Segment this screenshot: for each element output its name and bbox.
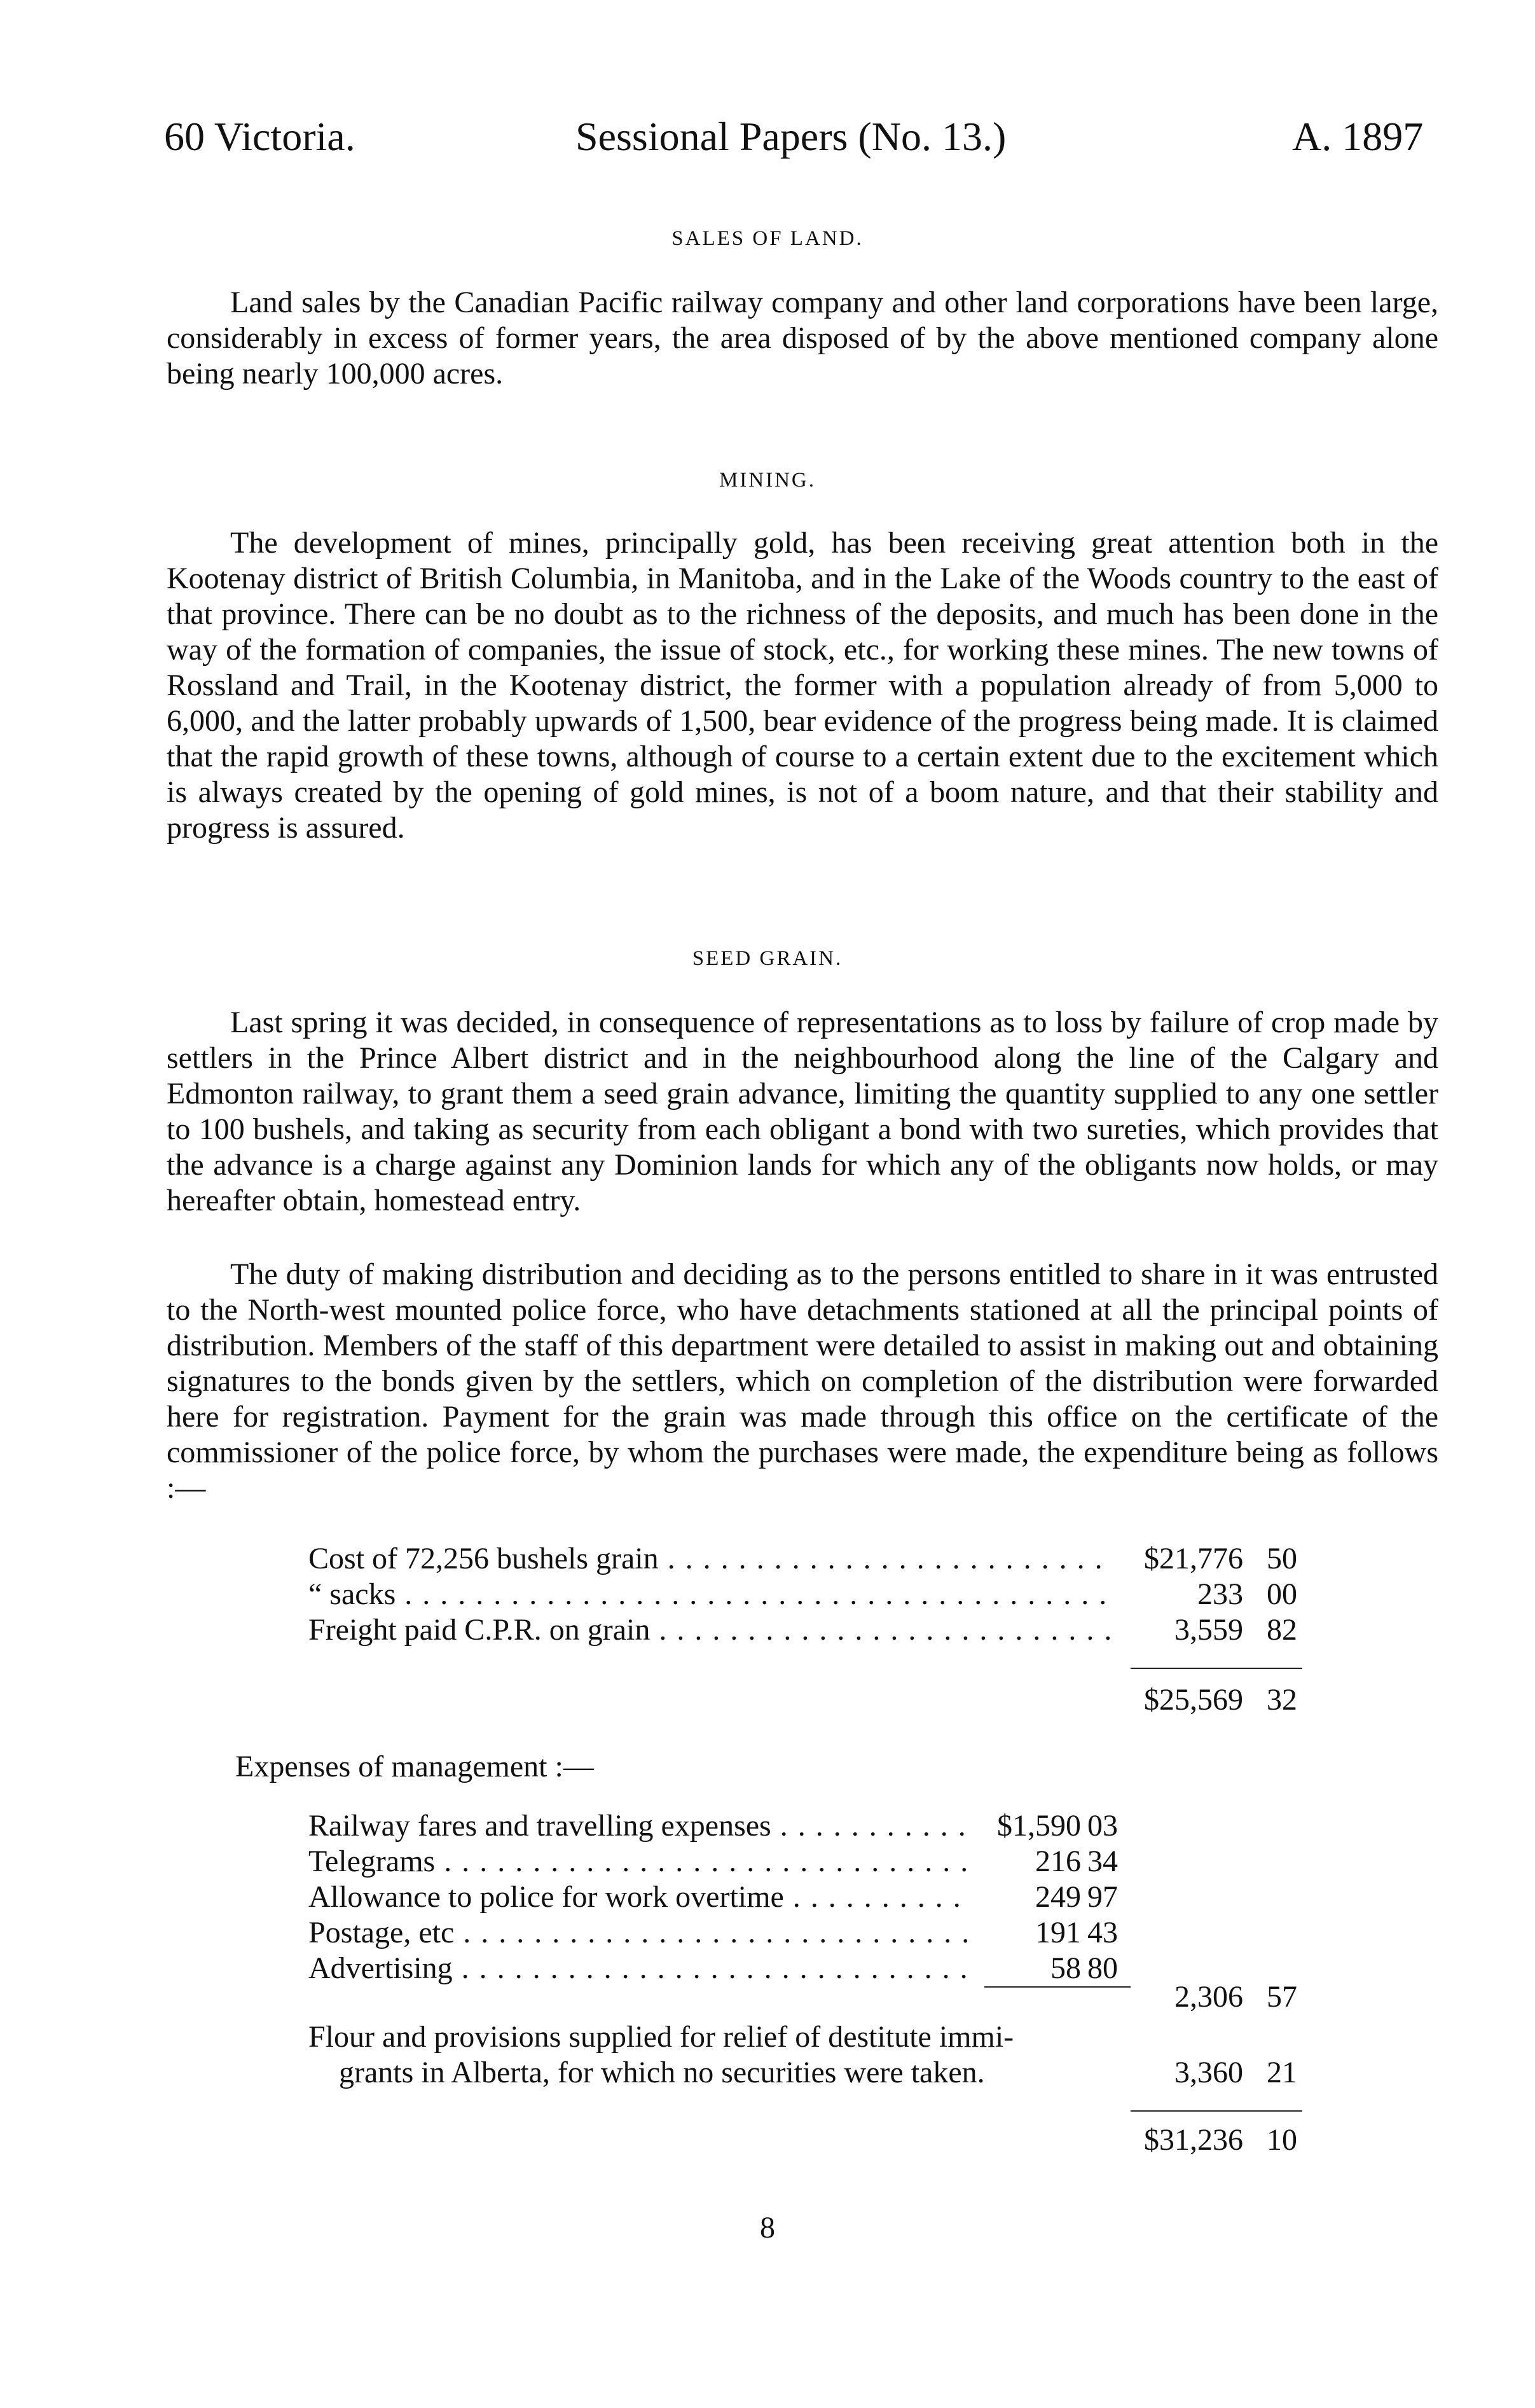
grand-total-cents: 10 <box>1267 2123 1297 2157</box>
relief-line-2-text: grants in Alberta, for which no securities were taken. <box>339 2056 985 2089</box>
telegrams-dollars: 216 <box>1035 1844 1081 1878</box>
grain-total-cents: 32 <box>1267 1683 1297 1717</box>
postage-row <box>0 1915 1535 1951</box>
grain-row-dollars: $21,776 <box>1144 1542 1243 1575</box>
page-number: 8 <box>760 2211 775 2245</box>
paragraph-seed-grain-decision: Last spring it was decided, in consequence of representations as to loss by failure of crop made by settlers in the Prince Albert district and in the neighbourhood along the line of the Calgary and Edmonton railway, to grant them a seed grain advance, limiting the quantity supplied to any one settler to 100 bushels, and taking as security from each obligant a bond with two sureties, which provides that the advance is a charge against any Dominion lands for which any of the obligants now holds, or may hereafter obtain, homestead entry. <box>167 1006 1438 1217</box>
railway-fares-dollars: $1,590 <box>997 1809 1081 1843</box>
advertising-dollars: 58 <box>1050 1951 1081 1985</box>
relief-dollars: 3,360 <box>1174 2056 1243 2089</box>
postage-label: Postage, etc . . . <box>308 1915 970 1951</box>
advertising-cents: 80 <box>1087 1951 1118 1985</box>
header-title: Sessional Papers (No. 13.) <box>575 114 1007 159</box>
grand-total-rule <box>1131 2110 1302 2112</box>
police-overtime-dollars: 249 <box>1035 1880 1081 1914</box>
heading-mining: MINING. <box>719 469 816 492</box>
header-year: A. 1897 <box>1292 114 1424 159</box>
freight-row-dollars: 3,559 <box>1174 1613 1243 1647</box>
relief-cents: 21 <box>1267 2056 1297 2089</box>
relief-line-1-text: Flour and provisions supplied for relief of destitute immi- <box>308 2020 1014 2054</box>
grain-total-rule <box>1131 1668 1302 1669</box>
grain-total-dollars: $25,569 <box>1144 1683 1243 1717</box>
freight-row-cents: 82 <box>1267 1613 1297 1647</box>
paragraph-mining: The development of mines, principally gold, has been receiving great attention both in the Kootenay district of British Columbia, in Manitoba, and in the Lake of the Woods country to the east of that province. There can be no doubt as to the richness of the deposits, and much has been done in the way of the formation of companies, the issue of stock, etc., for working these mines. The new towns of Rossland and Trail, in the Kootenay district, the former with a population already of from 5,000 to 6,000, and the latter probably upwards of 1,500, bear evidence of the progress being made. It is claimed that the rapid growth of these towns, although of course to a certain extent due to the excitement which is always created by the opening of gold mines, is not of a boom nature, and that their stability and progress is assured. <box>167 526 1438 845</box>
railway-fares-row <box>0 1808 1535 1844</box>
sacks-row-label: “ sacks . . . <box>308 1577 1113 1612</box>
grand-total-dollars: $31,236 <box>1144 2123 1243 2157</box>
freight-row-label: Freight paid C.P.R. on grain . . . <box>308 1612 1113 1648</box>
postage-cents: 43 <box>1087 1916 1118 1949</box>
advertising-label: Advertising . . . <box>308 1951 970 1986</box>
telegrams-cents: 34 <box>1087 1844 1118 1878</box>
relief-row <box>0 2055 1535 2091</box>
police-overtime-label: Allowance to police for work overtime . . . <box>308 1879 970 1915</box>
heading-sales-of-land: SALES OF LAND. <box>671 227 864 250</box>
freight-row <box>0 1612 1535 1648</box>
police-overtime-cents: 97 <box>1087 1880 1118 1914</box>
grain-total-row <box>0 1682 1535 1718</box>
railway-fares-cents: 03 <box>1087 1809 1118 1843</box>
header-session: 60 Victoria. <box>164 114 355 159</box>
management-heading: Expenses of management :— <box>235 1750 594 1783</box>
grand-total-row <box>0 2122 1535 2158</box>
postage-dollars: 191 <box>1035 1916 1081 1949</box>
sacks-row-cents: 00 <box>1267 1577 1297 1611</box>
relief-line-1 <box>308 2019 1135 2055</box>
railway-fares-label: Railway fares and travelling expenses . . . <box>308 1808 970 1844</box>
management-subtotal-row <box>0 1979 1535 2015</box>
management-subtotal-dollars: 2,306 <box>1174 1980 1243 2014</box>
management-subtotal-cents: 57 <box>1267 1980 1297 2014</box>
sacks-row-dollars: 233 <box>1197 1577 1243 1611</box>
grain-row-cents: 50 <box>1267 1542 1297 1575</box>
paragraph-sales-of-land: Land sales by the Canadian Pacific railway company and other land corporations have been large, considerably in excess of former years, the area disposed of by the above mentioned company alone being nearly 100,000 acres. <box>167 286 1438 391</box>
telegrams-label: Telegrams . . . <box>308 1844 970 1879</box>
grain-row <box>0 1541 1535 1577</box>
paragraph-seed-grain-distribution: The duty of making distribution and deciding as to the persons entitled to share in it was entrusted to the North-west mounted police force, who have detachments stationed at all the principal points of distribution. Members of the staff of this department were detailed to assist in making out and obtaining signatures to the bonds given by the settlers, which on completion of the distribution were forwarded here for registration. Payment for the grain was made through this office on the certificate of the commissioner of the police force, by whom the purchases were made, the expenditure being as follows :— <box>167 1257 1438 1505</box>
police-overtime-row <box>0 1879 1535 1915</box>
telegrams-row <box>0 1844 1535 1879</box>
sacks-row <box>0 1577 1535 1612</box>
grain-row-label: Cost of 72,256 bushels grain . . . <box>308 1541 1113 1577</box>
heading-seed-grain: SEED GRAIN. <box>692 947 843 970</box>
